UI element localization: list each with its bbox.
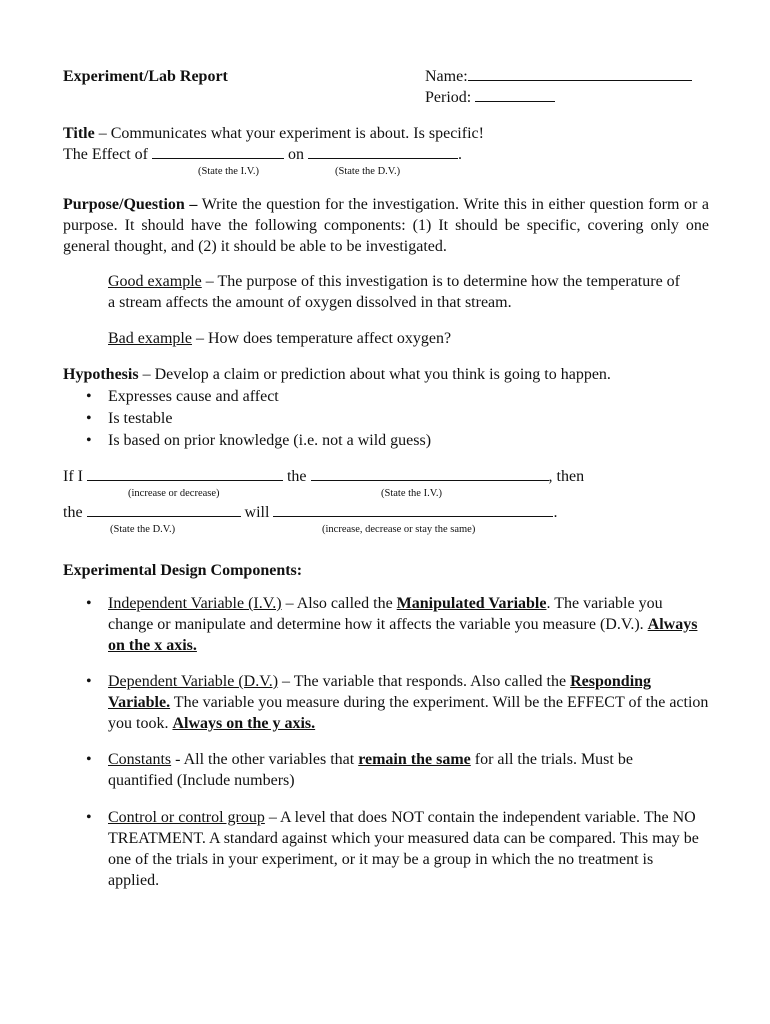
title-template-line — [63, 144, 462, 165]
hyp-hint-dv: (State the D.V.) — [110, 524, 176, 535]
hypothesis-bullet-text: Is testable — [108, 410, 173, 427]
title-desc-text: – Communicates what your experiment is about. Is specific! — [94, 125, 484, 142]
hypothesis-bullet-2 — [86, 408, 173, 429]
bullet-icon: • — [86, 673, 92, 690]
iv-bold: Manipulated Variable — [396, 595, 547, 612]
iv-text2: . The variable you change or manipulate and determine how it affects the variable you measure (D.V.). — [108, 595, 663, 633]
period-blank[interactable] — [475, 87, 555, 102]
hyp-hint-change: (increase or decrease) — [128, 488, 220, 499]
dv-axis: Always on the y axis. — [172, 715, 316, 732]
good-example-label: Good example — [108, 273, 202, 290]
hyp-hint-iv: (State the I.V.) — [381, 488, 443, 499]
design-item-dv — [86, 671, 712, 734]
title-dv-blank[interactable] — [308, 144, 458, 159]
name-label: Name: — [425, 68, 468, 85]
design-heading — [63, 560, 302, 581]
const-bold: remain the same — [358, 751, 471, 768]
hyp-hint-change2: (increase, decrease or stay the same) — [322, 524, 476, 535]
const-term: Constants — [108, 751, 172, 768]
hyp-if: If I — [63, 468, 83, 485]
iv-axis: Always on the x axis. — [108, 616, 698, 654]
dv-term: Dependent Variable (D.V.) — [108, 673, 279, 690]
document-title-text: Experiment/Lab Report — [63, 68, 228, 85]
hypothesis-bullet-text: Expresses cause and affect — [108, 388, 279, 405]
title-heading: Title — [63, 125, 95, 142]
bullet-icon: • — [86, 595, 92, 612]
title-line-start: The Effect of — [63, 146, 152, 163]
dv-bold: Responding Variable. — [108, 673, 652, 711]
hypothesis-heading: Hypothesis — [63, 366, 139, 383]
ctrl-text: – A level that does NOT contain the independent variable. The NO TREATMENT. A standard against which your measured data can be compared. This may be one of the trials in your experiment, or it may be a group in which the no treatment is applied. — [108, 809, 699, 889]
dv-text1: – The variable that responds. Also called the — [278, 673, 571, 690]
period-field[interactable] — [425, 87, 555, 108]
bullet-icon: • — [86, 809, 92, 826]
ctrl-term: Control or control group — [108, 809, 265, 826]
bad-example-text: – How does temperature affect oxygen? — [191, 330, 452, 347]
design-item-control — [86, 807, 700, 891]
hyp-period: . — [553, 504, 558, 521]
design-heading-text: Experimental Design Components: — [63, 562, 303, 579]
hyp-will: will — [244, 504, 270, 521]
document-title — [63, 66, 228, 87]
purpose-text: Write the question for the investigation. Write this in either question form or a purpose. It should have the following components: (1) It should be specific, covering only one general thought, and (2) it should be able to be investigated. — [63, 196, 710, 255]
name-blank[interactable] — [468, 66, 692, 81]
purpose-paragraph — [63, 194, 709, 257]
hypothesis-bullet-text: Is based on prior knowledge (i.e. not a wild guess) — [108, 432, 432, 449]
bullet-icon: • — [86, 432, 92, 449]
title-hint-dv: (State the D.V.) — [335, 166, 401, 177]
hypothesis-if-line — [63, 466, 584, 487]
hyp-change2-blank[interactable] — [273, 502, 553, 517]
good-example-text: – The purpose of this investigation is to determine how the temperature of a stream affects the amount of oxygen dissolved in that stream. — [108, 273, 681, 311]
hyp-the: the — [286, 468, 307, 485]
design-item-iv — [86, 593, 698, 656]
good-example — [108, 271, 688, 313]
title-on: on — [284, 146, 308, 163]
bullet-icon: • — [86, 751, 92, 768]
hypothesis-will-line — [63, 502, 557, 523]
period-label: Period: — [425, 89, 472, 106]
hyp-iv-blank[interactable] — [311, 466, 549, 481]
iv-term: Independent Variable (I.V.) — [108, 595, 282, 612]
hyp-dv-blank[interactable] — [87, 502, 241, 517]
hyp-change-blank[interactable] — [87, 466, 283, 481]
title-hint-iv: (State the I.V.) — [198, 166, 260, 177]
title-iv-blank[interactable] — [152, 144, 284, 159]
hypothesis-bullet-1 — [86, 386, 279, 407]
title-description — [63, 123, 484, 144]
name-field[interactable] — [425, 66, 692, 87]
bullet-icon: • — [86, 410, 92, 427]
dv-text2: The variable you measure during the experiment. Will be the EFFECT of the action you took. — [108, 694, 709, 732]
iv-text1: – Also called the — [281, 595, 397, 612]
bad-example — [108, 328, 451, 349]
bad-example-label: Bad example — [108, 330, 192, 347]
design-item-constants — [86, 749, 698, 791]
hypothesis-intro — [63, 364, 611, 385]
hyp-the2: the — [63, 504, 83, 521]
bullet-icon: • — [86, 388, 92, 405]
hyp-then: , then — [548, 468, 585, 485]
title-period: . — [458, 146, 462, 163]
const-text2: for all the trials. Must be quantified (Include numbers) — [108, 751, 633, 789]
const-text1: - All the other variables that — [171, 751, 359, 768]
purpose-heading: Purpose/Question – — [63, 196, 198, 213]
hypothesis-bullet-3 — [86, 430, 432, 451]
hypothesis-text: – Develop a claim or prediction about what you think is going to happen. — [138, 366, 611, 383]
